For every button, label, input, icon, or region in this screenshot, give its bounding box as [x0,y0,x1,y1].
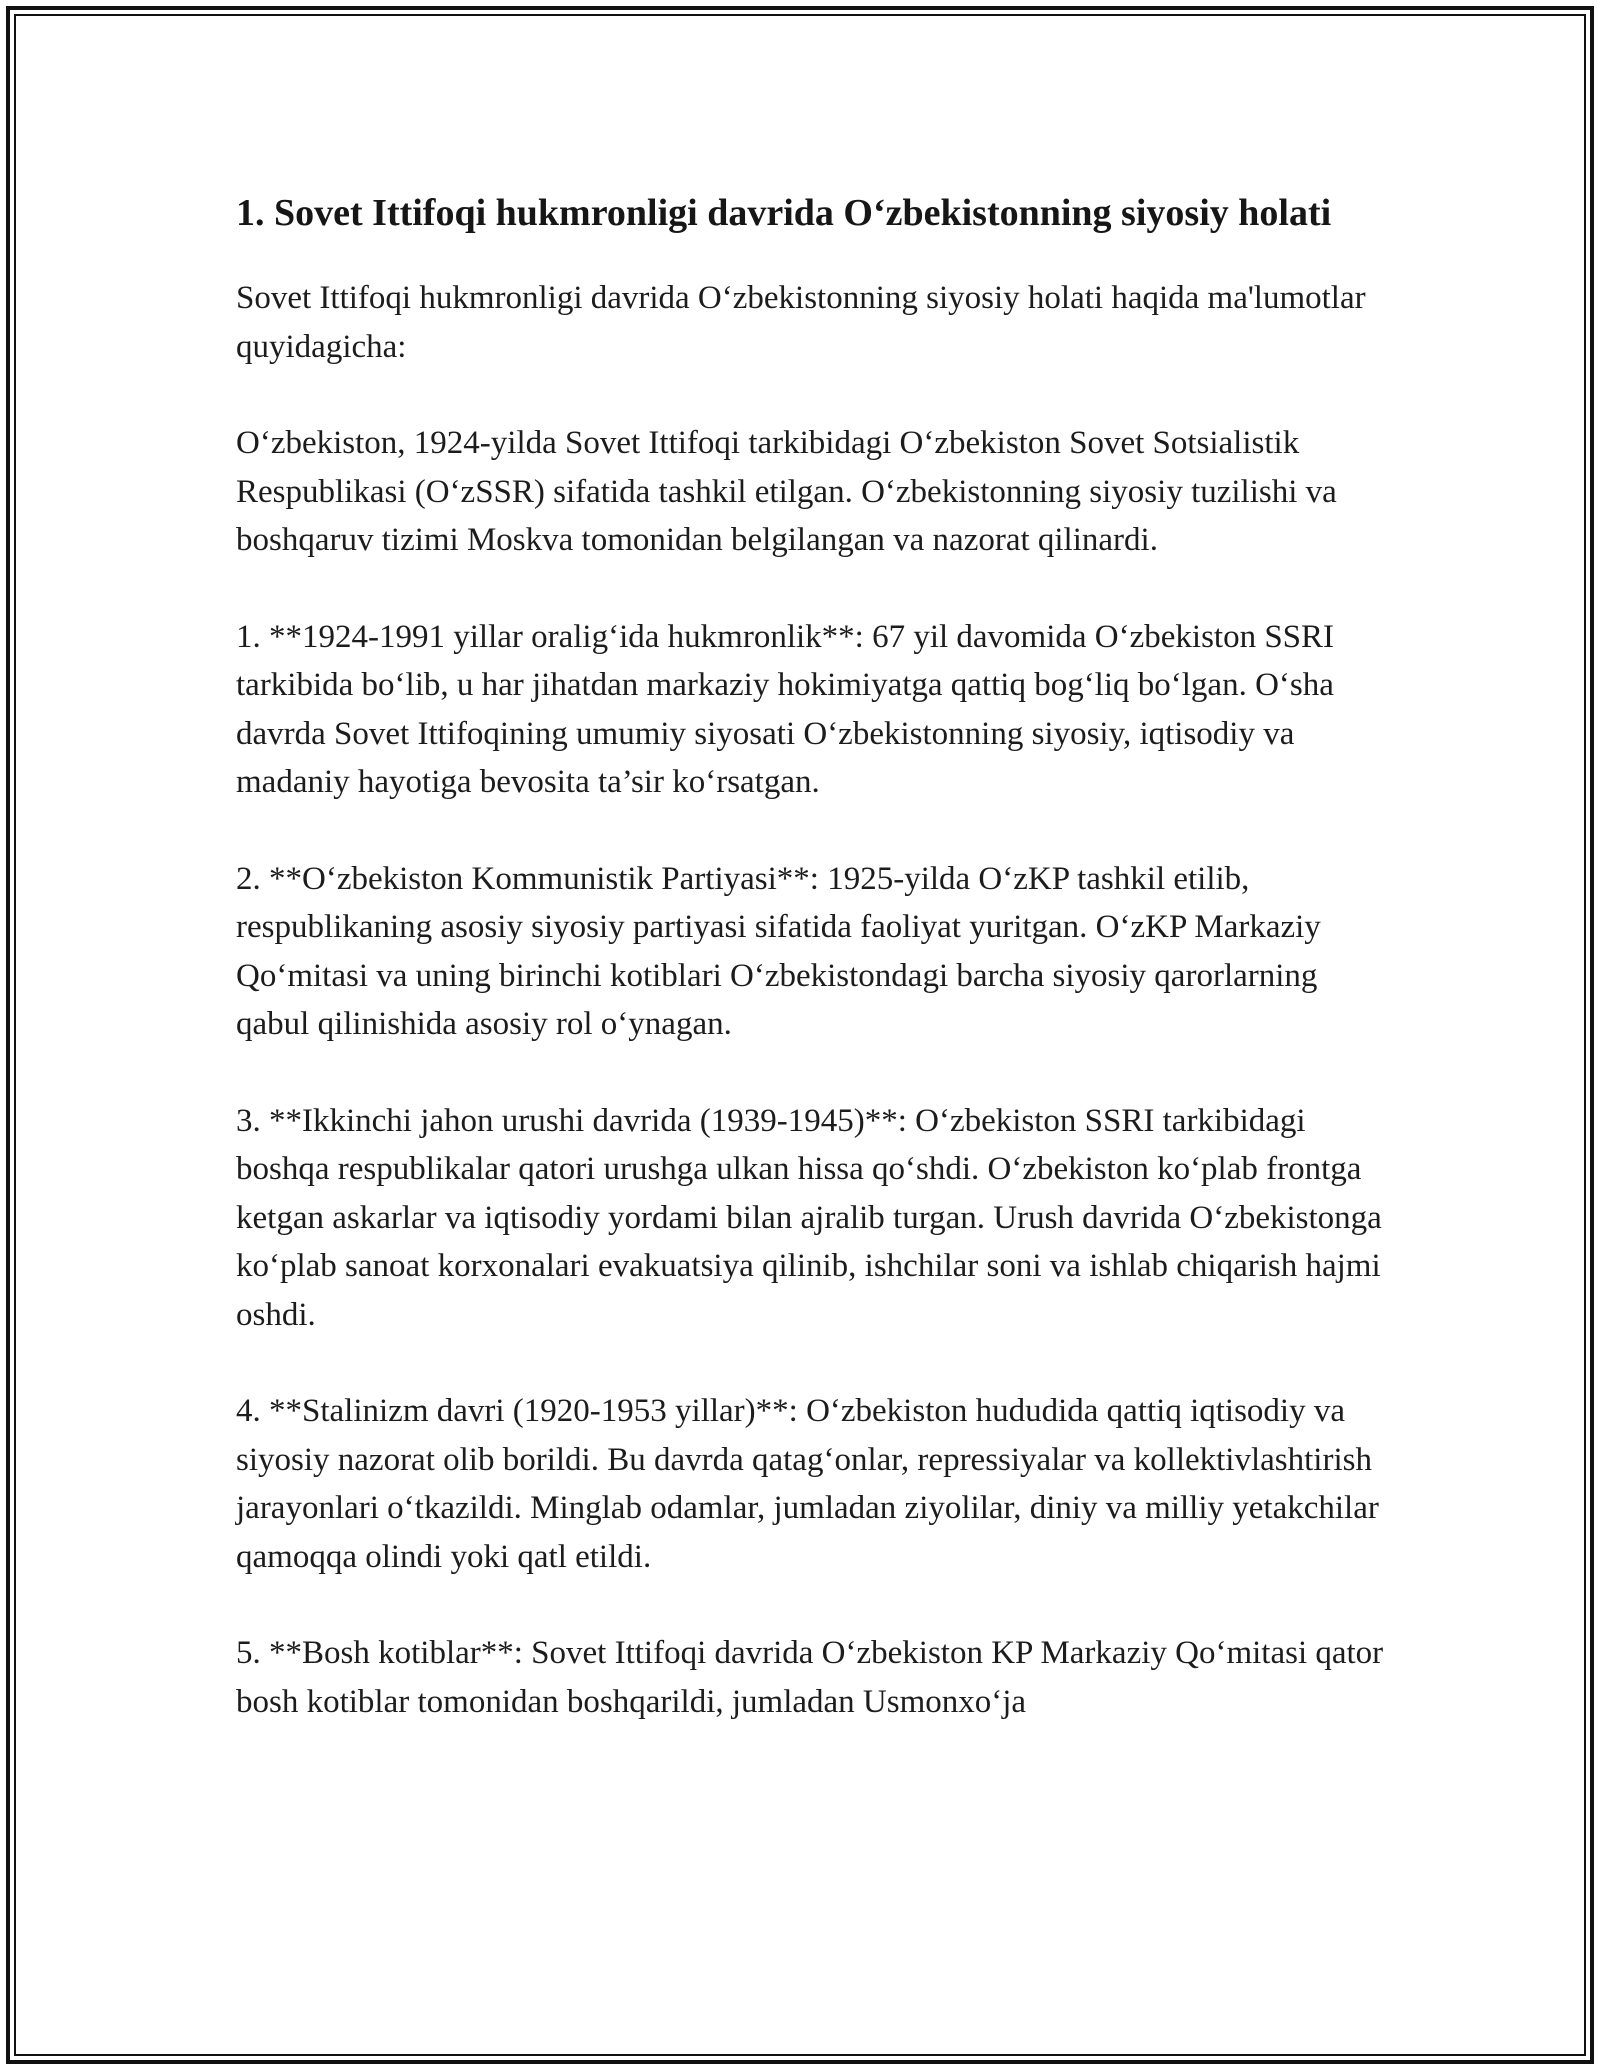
list-item-2-paragraph: 2. **O‘zbekiston Kommunistik Partiyasi**: 1925-yilda O‘zKP tashkil etilib, respublikaning asosiy siyosiy partiyasi sifatida faoliyat yuritgan. O‘zKP Markaziy Qo‘mitasi va uning birinchi kotiblari O‘zbekistondagi barcha siyosiy qarorlarning qabul qilinishida asosiy rol o‘ynagan. [236,860,1321,1042]
list-item-5-paragraph: 5. **Bosh kotiblar**: Sovet Ittifoqi davrida O‘zbekiston KP Markaziy Qo‘mitasi qator bosh kotiblar tomonidan boshqarildi, jumladan Usmonxo‘ja [236,1635,1384,1720]
document-title: 1. Sovet Ittifoqi hukmronligi davrida O‘zbekistonning siyosiy holati [236,192,1332,234]
document-body [236,186,1386,1774]
list-item-3-paragraph: 3. **Ikkinchi jahon urushi davrida (1939-1945)**: O‘zbekiston SSRI tarkibidagi boshqa respublikalar qatori urushga ulkan hissa qo‘shdi. O‘zbekiston ko‘plab frontga ketgan askarlar va iqtisodiy yordami bilan ajralib turgan. Urush davrida O‘zbekistonga ko‘plab sanoat korxonalari evakuatsiya qilinib, ishchilar soni va ishlab chiqarish hajmi oshdi. [236,1102,1382,1333]
intro-paragraph: Sovet Ittifoqi hukmronligi davrida O‘zbekistonning siyosiy holati haqida ma'lumotlar quyidagicha: [236,280,1366,365]
list-item-4-paragraph: 4. **Stalinizm davri (1920-1953 yillar)**: O‘zbekiston hududida qattiq iqtisodiy va siyosiy nazorat olib borildi. Bu davrda qatag‘onlar, repressiyalar va kollektivlashtirish jarayonlari o‘tkazildi. Minglab odamlar, jumladan ziyolilar, diniy va milliy yetakchilar qamoqqa olindi yoki qatl etildi. [236,1393,1379,1575]
list-item-1-paragraph: 1. **1924-1991 yillar oralig‘ida hukmronlik**: 67 yil davomida O‘zbekiston SSRI tarkibida bo‘lib, u har jihatdan markaziy hokimiyatga qattiq bog‘liq bo‘lgan. O‘sha davrda Sovet Ittifoqining umumiy siyosati O‘zbekistonning siyosiy, iqtisodiy va madaniy hayotiga bevosita ta’sir ko‘rsatgan. [236,618,1335,800]
overview-paragraph: O‘zbekiston, 1924-yilda Sovet Ittifoqi tarkibidagi O‘zbekiston Sovet Sotsialistik Respublikasi (O‘zSSR) sifatida tashkil etilgan. O‘zbekistonning siyosiy tuzilishi va boshqaruv tizimi Moskva tomonidan belgilangan va nazorat qilinardi. [236,425,1337,558]
